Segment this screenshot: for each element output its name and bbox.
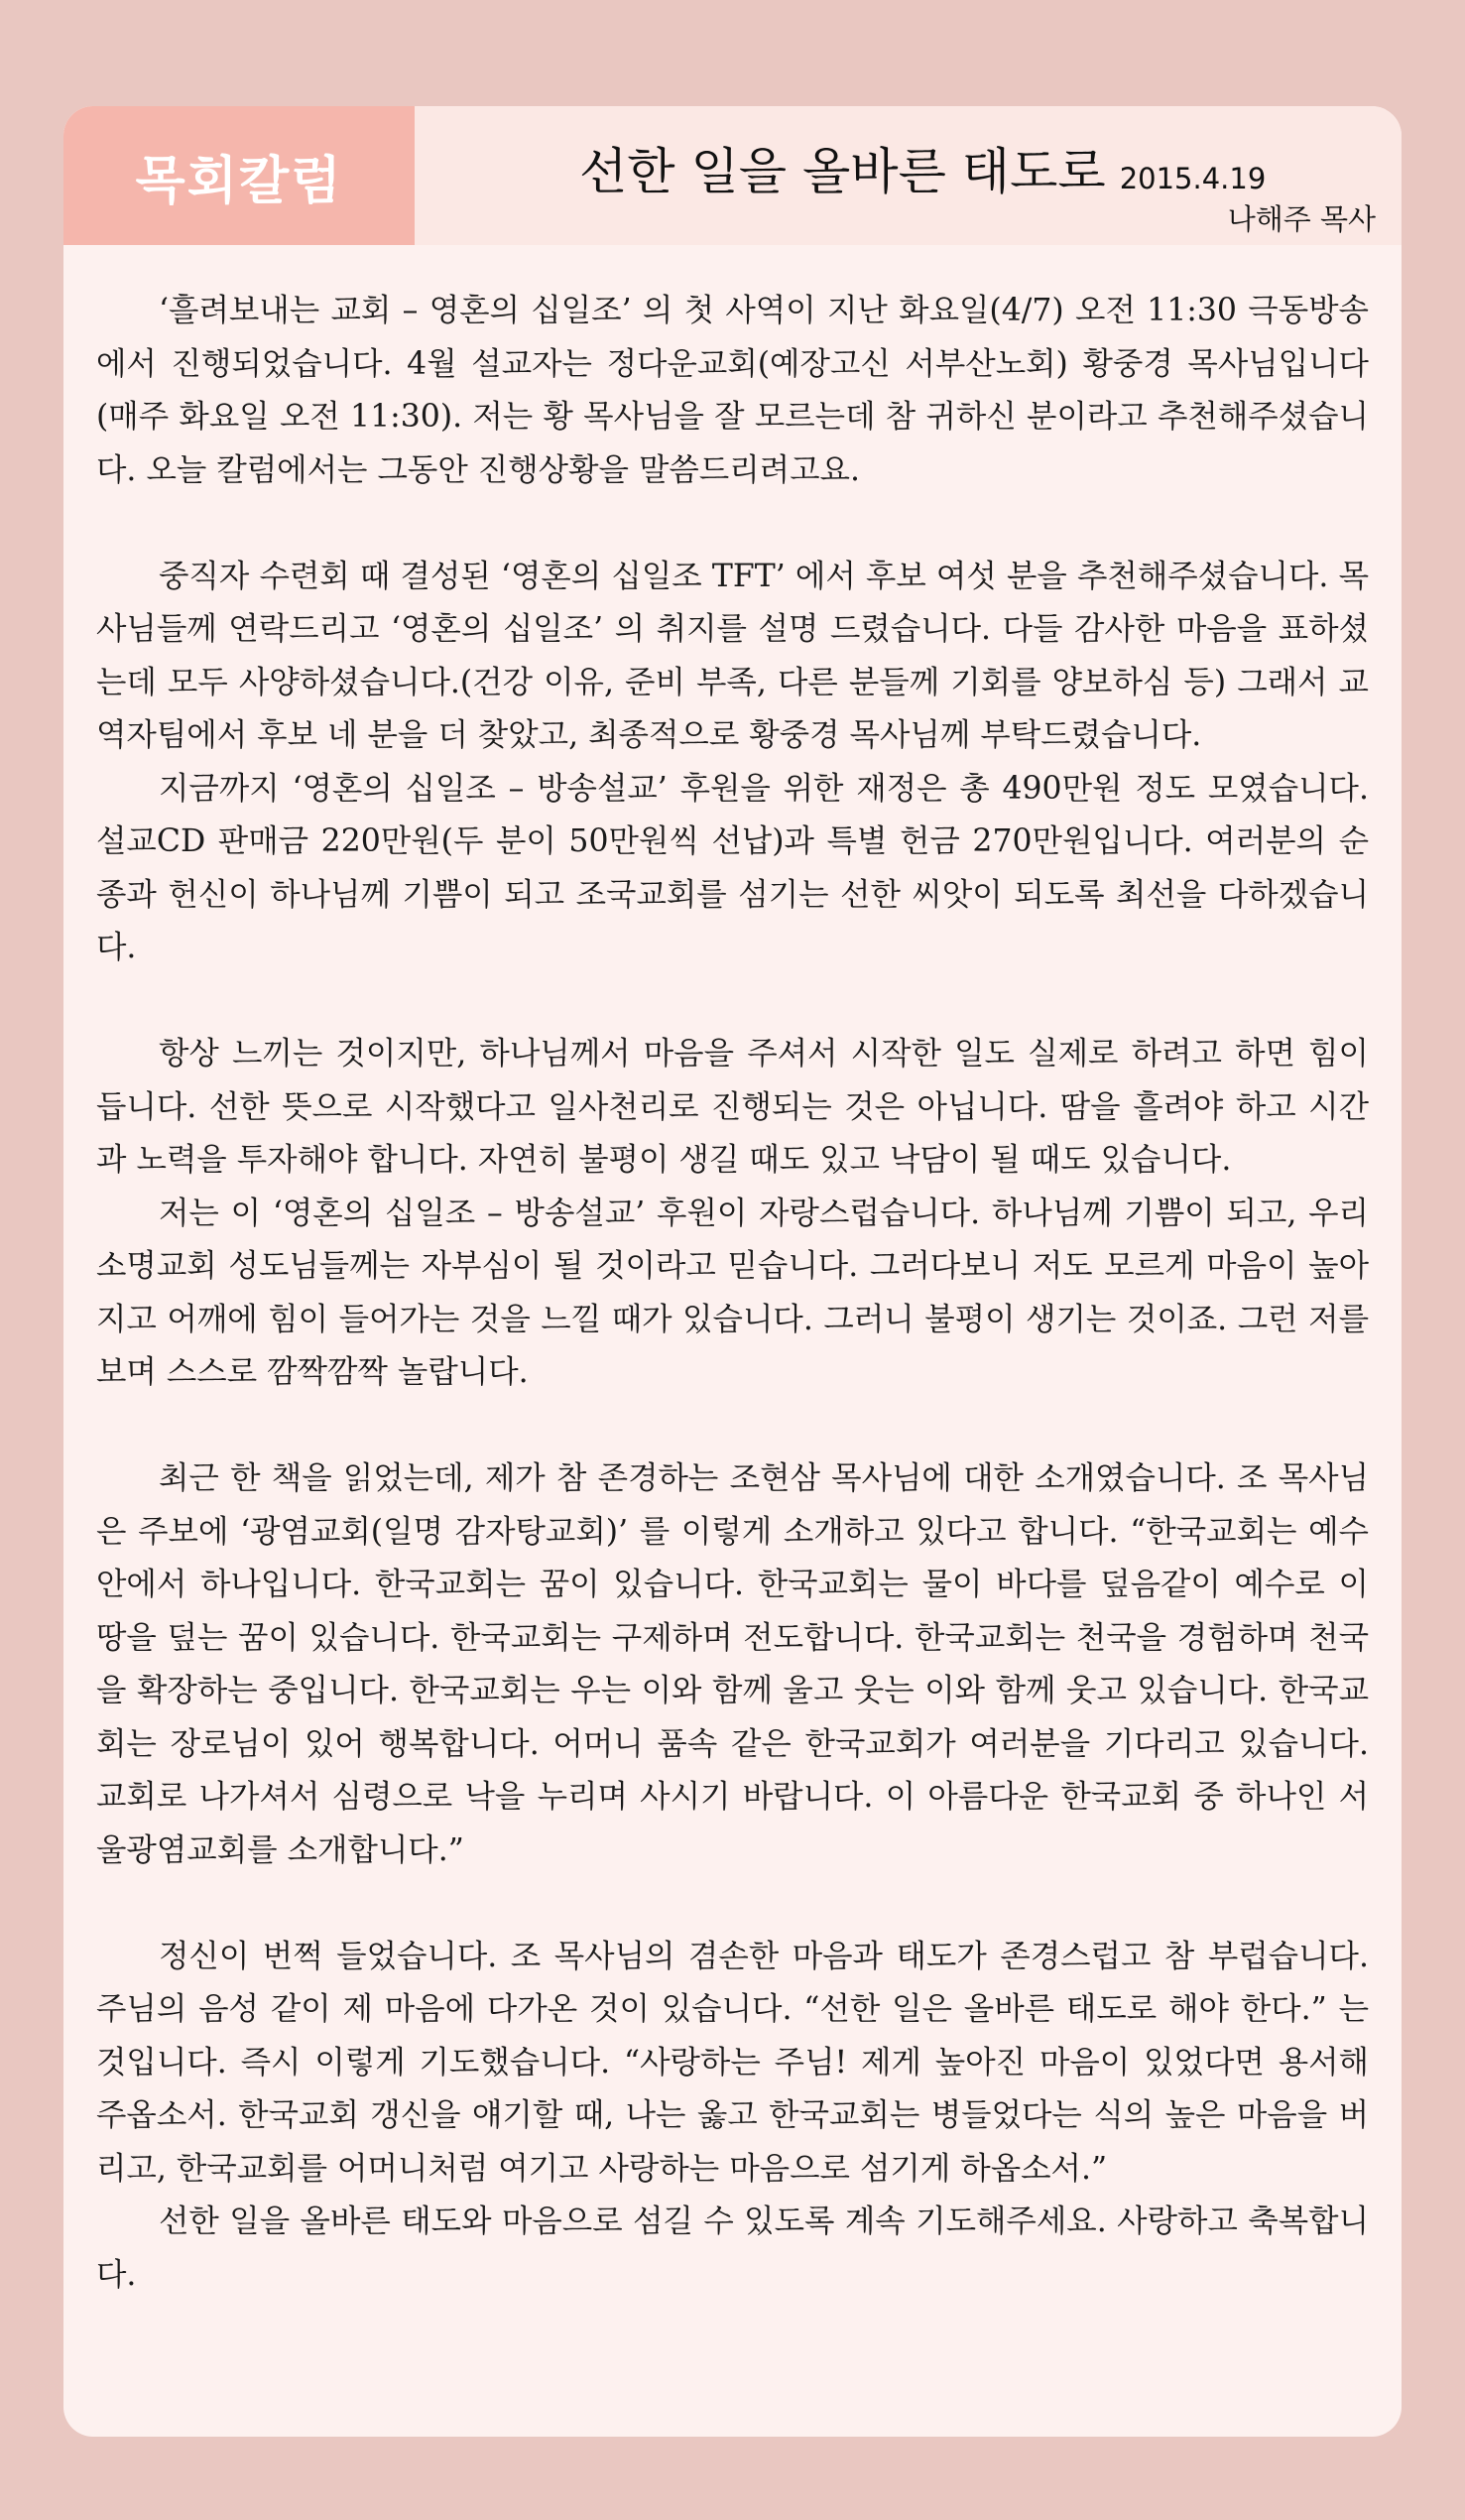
paragraph: 최근 한 책을 읽었는데, 제가 참 존경하는 조현삼 목사님에 대한 소개였습니다. 조 목사님은 주보에 ‘광염교회(일명 감자탕교회)’ 를 이렇게 소개하고 있다고 합니다. “한국교회는 예수 안에서 하나입니다. 한국교회는 꿈이 있습니다. 한국교회는 물이 바다를 덮음같이 예수로 이 땅을 덮는 꿈이 있습니다. 한국교회는 구제하며 전도합니다. 한국교회는 천국을 경험하며 천국을 확장하는 중입니다. 한국교회는 우는 이와 함께 울고 웃는 이와 함께 웃고 있습니다. 한국교회는 장로님이 있어 행복합니다. 어머니 품속 같은 한국교회가 여러분을 기다리고 있습니다. 교회로 나가셔서 심령으로 낙을 누리며 사시기 바랍니다. 이 아름다운 한국교회 중 하나인 서울광염교회를 소개합니다.”: [96, 1460, 1369, 1868]
publish-date: 2015.4.19: [1119, 162, 1267, 195]
author-name: 나해주 목사: [1227, 202, 1376, 236]
paragraph: 저는 이 ‘영혼의 십일조 – 방송설교’ 후원이 자랑스럽습니다. 하나님께 기쁨이 되고, 우리 소명교회 성도님들께는 자부심이 될 것이라고 믿습니다. 그러다보니 저도 모르게 마음이 높아지고 어깨에 힘이 들어가는 것을 느낄 때가 있습니다. 그러니 불평이 생기는 것이죠. 그런 저를 보며 스스로 깜짝깜짝 놀랍니다.: [96, 1195, 1369, 1390]
column-badge: [63, 106, 415, 245]
column-card: [63, 106, 1402, 2437]
paragraph: 지금까지 ‘영혼의 십일조 – 방송설교’ 후원을 위한 재정은 총 490만원 정도 모였습니다. 설교CD 판매금 220만원(두 분이 50만원씩 선납)과 특별 헌금 270만원입니다. 여러분의 순종과 헌신이 하나님께 기쁨이 되고 조국교회를 섬기는 선한 씨앗이 되도록 최선을 다하겠습니다.: [96, 770, 1369, 965]
paragraph: 선한 일을 올바른 태도와 마음으로 섬길 수 있도록 계속 기도해주세요. 사랑하고 축복합니다.: [96, 2204, 1369, 2293]
column-badge-label: 목회칼럼: [135, 151, 343, 211]
column-header: [63, 106, 1402, 245]
page-title: 선한 일을 올바른 태도로: [579, 143, 1106, 200]
column-body: [96, 285, 1369, 2302]
paragraph: ‘흘려보내는 교회 – 영혼의 십일조’ 의 첫 사역이 지난 화요일(4/7) 오전 11:30 극동방송에서 진행되었습니다. 4월 설교자는 정다운교회(예장고신 서부산노회) 황중경 목사님입니다(매주 화요일 오전 11:30). 저는 황 목사님을 잘 모르는데 참 귀하신 분이라고 추천해주셨습니다. 오늘 칼럼에서는 그동안 진행상황을 말씀드리려고요.: [96, 293, 1369, 488]
paragraph: 중직자 수련회 때 결성된 ‘영혼의 십일조 TFT’ 에서 후보 여섯 분을 추천해주셨습니다. 목사님들께 연락드리고 ‘영혼의 십일조’ 의 취지를 설명 드렸습니다. 다들 감사한 마음을 표하셨는데 모두 사양하셨습니다.(건강 이유, 준비 부족, 다른 분들께 기회를 양보하심 등) 그래서 교역자팀에서 후보 네 분을 더 찾았고, 최종적으로 황중경 목사님께 부탁드렸습니다.: [96, 558, 1369, 753]
paragraph: 정신이 번쩍 들었습니다. 조 목사님의 겸손한 마음과 태도가 존경스럽고 참 부럽습니다. 주님의 음성 같이 제 마음에 다가온 것이 있습니다. “선한 일은 올바른 태도로 해야 한다.” 는 것입니다. 즉시 이렇게 기도했습니다. “사랑하는 주님! 제게 높아진 마음이 있었다면 용서해 주옵소서. 한국교회 갱신을 얘기할 때, 나는 옳고 한국교회는 병들었다는 식의 높은 마음을 버리고, 한국교회를 어머니처럼 여기고 사랑하는 마음으로 섬기게 하옵소서.”: [96, 1938, 1369, 2187]
title-line: [579, 132, 1266, 203]
paragraph: 항상 느끼는 것이지만, 하나님께서 마음을 주셔서 시작한 일도 실제로 하려고 하면 힘이 듭니다. 선한 뜻으로 시작했다고 일사천리로 진행되는 것은 아닙니다. 땀을 흘려야 하고 시간과 노력을 투자해야 합니다. 자연히 불평이 생길 때도 있고 낙담이 될 때도 있습니다.: [96, 1036, 1369, 1178]
